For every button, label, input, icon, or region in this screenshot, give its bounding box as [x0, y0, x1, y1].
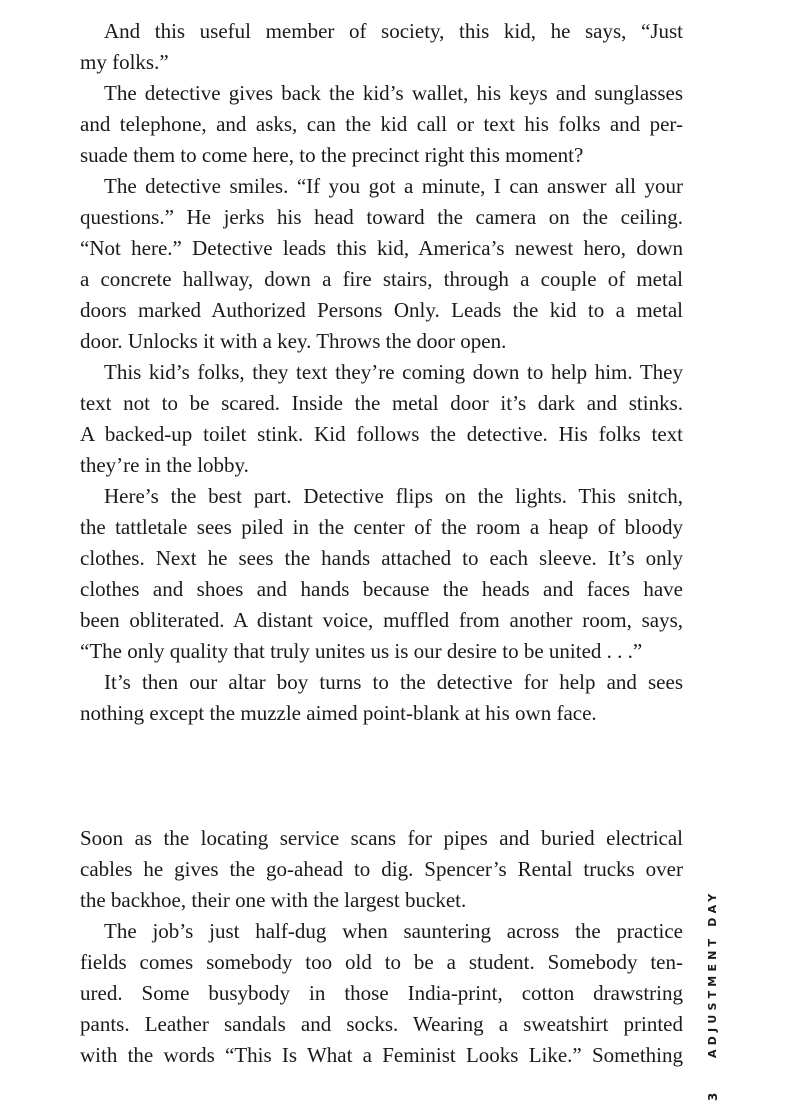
text-line: The detective gives back the kid’s wallet, his keys and sunglasses	[104, 81, 683, 105]
text-line: cables he gives the go-ahead to dig. Spencer’s Rental trucks over	[80, 857, 683, 881]
text-line: and telephone, and asks, can the kid call or text his folks and per-	[80, 112, 683, 136]
text-line: nothing except the muzzle aimed point-blank at his own face.	[80, 701, 597, 725]
paragraph	[80, 916, 683, 1071]
text-line: “The only quality that truly unites us is our desire to be united . . .”	[80, 639, 643, 663]
text-line: text not to be scared. Inside the metal door it’s dark and stinks.	[80, 391, 683, 415]
text-line: The job’s just half-dug when sauntering across the practice	[104, 919, 683, 943]
text-line: A backed-up toilet stink. Kid follows the detective. His folks text	[80, 422, 683, 446]
text-line: with the words “This Is What a Feminist Looks Like.” Something	[80, 1043, 683, 1067]
paragraph	[80, 78, 683, 171]
text-line: my folks.”	[80, 50, 169, 74]
text-line: clothes and shoes and hands because the heads and faces have	[80, 577, 683, 601]
text-line: fields comes somebody too old to be a student. Somebody ten-	[80, 950, 683, 974]
text-line: Here’s the best part. Detective flips on the lights. This snitch,	[104, 484, 683, 508]
text-line: clothes. Next he sees the hands attached to each sleeve. It’s only	[80, 546, 683, 570]
text-line: ured. Some busybody in those India-print, cotton drawstring	[80, 981, 683, 1005]
text-line: It’s then our altar boy turns to the detective for help and sees	[104, 670, 683, 694]
text-line: the tattletale sees piled in the center of the room a heap of bloody	[80, 515, 683, 539]
paragraph	[80, 667, 683, 729]
text-line: been obliterated. A distant voice, muffled from another room, says,	[80, 608, 683, 632]
text-line: they’re in the lobby.	[80, 453, 249, 477]
text-line: The detective smiles. “If you got a minute, I can answer all your	[104, 174, 683, 198]
text-line: suade them to come here, to the precinct right this moment?	[80, 143, 584, 167]
paragraph	[80, 16, 683, 78]
text-line: pants. Leather sandals and socks. Wearing a sweatshirt printed	[80, 1012, 683, 1036]
paragraph	[80, 171, 683, 357]
running-head: ADJUSTMENT DAY	[706, 889, 719, 1058]
text-line: door. Unlocks it with a key. Throws the door open.	[80, 329, 507, 353]
book-page-body	[80, 16, 683, 1071]
page-number: 3	[706, 1092, 720, 1101]
text-line: the backhoe, their one with the largest bucket.	[80, 888, 467, 912]
paragraph	[80, 481, 683, 667]
section-break	[80, 729, 683, 823]
paragraph	[80, 823, 683, 916]
paragraph	[80, 357, 683, 481]
text-line: “Not here.” Detective leads this kid, America’s newest hero, down	[80, 236, 683, 260]
text-line: a concrete hallway, down a fire stairs, through a couple of metal	[80, 267, 683, 291]
text-line: doors marked Authorized Persons Only. Leads the kid to a metal	[80, 298, 683, 322]
text-line: This kid’s folks, they text they’re coming down to help him. They	[104, 360, 683, 384]
text-line: And this useful member of society, this kid, he says, “Just	[104, 19, 683, 43]
text-line: questions.” He jerks his head toward the camera on the ceiling.	[80, 205, 683, 229]
text-line: Soon as the locating service scans for pipes and buried electrical	[80, 826, 683, 850]
